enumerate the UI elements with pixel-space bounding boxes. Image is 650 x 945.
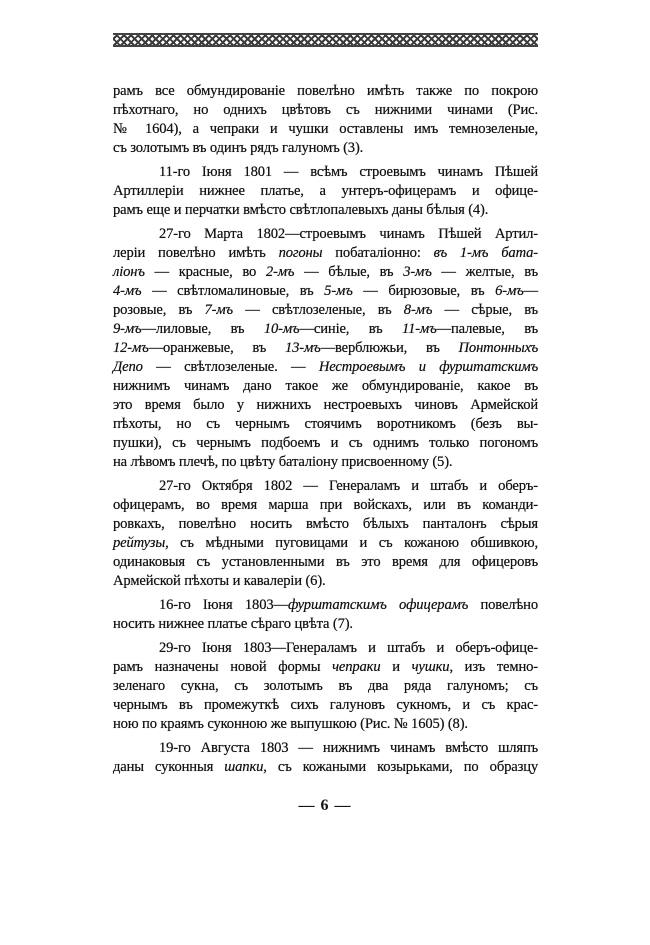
text-run: пѣхоты, но съ чернымъ стоячимъ воротникомъ (безъ вы- xyxy=(113,416,538,432)
text-run: ровкахъ, повелѣно носить вмѣсто бѣлыхъ панталонъ сѣрыя xyxy=(113,516,538,532)
paragraph xyxy=(113,596,538,634)
text-run: носить нижнее платье сѣраго цвѣта (7). xyxy=(113,616,353,632)
italic-text: 5-мъ xyxy=(324,283,353,299)
text-line xyxy=(113,320,538,339)
text-run: , съ мѣдными пуговицами и съ кожаною обшивкою, xyxy=(165,535,538,551)
text-line xyxy=(113,225,538,244)
text-run: съ золотымъ въ одинъ рядъ галуномъ (3). xyxy=(113,140,364,156)
text-line xyxy=(113,758,538,777)
text-run: нижнимъ чинамъ дано такое же обмундированіе, какое въ xyxy=(113,378,538,394)
text-run: —синіе, въ xyxy=(299,321,403,337)
italic-text: рейтузы xyxy=(113,535,166,551)
italic-text: 9-мъ xyxy=(113,321,142,337)
text-run: — свѣтлозеленые, въ xyxy=(232,302,404,318)
text-run: — xyxy=(523,283,538,299)
text-run: —оранжевые, въ xyxy=(148,340,285,356)
text-line xyxy=(113,139,538,158)
text-run: , съ кожаными козырьками, по образцу xyxy=(263,759,538,775)
paragraph xyxy=(113,225,538,472)
paragraph xyxy=(113,163,538,220)
italic-text: фурштатскимъ офицерамъ xyxy=(287,597,469,613)
text-run: — бѣлые, въ xyxy=(294,264,404,280)
text-run: розовые, въ xyxy=(113,302,205,318)
paragraph xyxy=(113,82,538,158)
italic-text: чушки xyxy=(411,659,450,675)
text-run: рамъ все обмундированіе повелѣно имѣть также по покрою xyxy=(113,83,538,99)
text-run: Армейской пѣхоты и кавалеріи (6). xyxy=(113,573,326,589)
text-run: 27-го Октября 1802 — Генераламъ и штабъ и оберъ- xyxy=(159,478,538,494)
text-line xyxy=(113,515,538,534)
text-line xyxy=(113,615,538,634)
text-run: ною по краямъ суконною же выпушкою (Рис. № 1605) (8). xyxy=(113,716,468,732)
italic-text: 6-мъ xyxy=(495,283,524,299)
text-run: повелѣно xyxy=(468,597,538,613)
text-run: 16-го Іюня 1803— xyxy=(159,597,288,613)
text-line xyxy=(113,358,538,377)
italic-text: Депо xyxy=(113,359,143,375)
italic-text: 13-мъ xyxy=(284,340,321,356)
text-run: — свѣтломалиновые, въ xyxy=(141,283,325,299)
text-line xyxy=(113,282,538,301)
text-line xyxy=(113,182,538,201)
text-run: зеленаго сукна, съ золотымъ въ два ряда галуномъ; съ xyxy=(113,678,538,694)
text-line xyxy=(113,534,538,553)
text-run: , изъ темно- xyxy=(449,659,538,675)
text-run: на лѣвомъ плечѣ, по цвѣту баталіону присвоенному (5). xyxy=(113,454,453,470)
text-line xyxy=(113,163,538,182)
text-line xyxy=(113,658,538,677)
text-line xyxy=(113,677,538,696)
page-number: — 6 — xyxy=(298,797,352,814)
paragraph xyxy=(113,639,538,734)
italic-text: 11-мъ xyxy=(402,321,437,337)
text-run: рамъ назначены новой формы xyxy=(113,659,333,675)
text-run: и xyxy=(380,659,412,675)
text-line xyxy=(113,572,538,591)
italic-text: 4-мъ xyxy=(113,283,142,299)
text-run: № 1604), а чепраки и чушки оставлены имъ темнозеленые, xyxy=(113,121,538,137)
text-line xyxy=(113,120,538,139)
text-run: —палевые, въ xyxy=(436,321,539,337)
italic-text: 12-мъ xyxy=(113,340,149,356)
italic-text: ліонъ xyxy=(113,264,145,280)
text-line xyxy=(113,715,538,734)
text-run: пѣхотнаго, но однихъ цвѣтовъ съ нижними чинами (Рис. xyxy=(113,102,538,118)
text-line xyxy=(113,101,538,120)
italic-text: погоны xyxy=(278,245,323,261)
italic-text: 7-мъ xyxy=(204,302,233,318)
text-run: чернымъ въ промежуткѣ сихъ галуновъ сукномъ, и съ крас- xyxy=(113,697,538,713)
text-run: — желтые, въ xyxy=(431,264,538,280)
text-run: — бирюзовые, въ xyxy=(352,283,496,299)
body-text xyxy=(113,82,538,777)
italic-text: 8-мъ xyxy=(403,302,433,318)
text-run: — свѣтлозеленые. — xyxy=(142,359,319,375)
text-line xyxy=(113,434,538,453)
text-run: леріи повелѣно имѣть xyxy=(113,245,279,261)
text-run: одинаковыя съ установленными въ это время для офицеровъ xyxy=(113,554,538,570)
text-line xyxy=(113,415,538,434)
text-run: офицерамъ, во время марша при войскахъ, или въ команди- xyxy=(113,497,538,513)
italic-text: чепраки xyxy=(332,659,381,675)
italic-text: Нестроевымъ и фурштатскимъ xyxy=(318,359,538,375)
italic-text: 3-мъ xyxy=(403,264,432,280)
text-run: это время было у нижнихъ нестроевыхъ чиновъ Армейской xyxy=(113,397,538,413)
text-run: —лиловые, въ xyxy=(141,321,264,337)
text-line xyxy=(113,477,538,496)
text-line xyxy=(113,396,538,415)
italic-text: 10-мъ xyxy=(263,321,300,337)
text-run: —верблюжьи, въ xyxy=(320,340,459,356)
italic-text: Понтонныхъ xyxy=(458,340,538,356)
italic-text: шапки xyxy=(224,759,264,775)
text-line xyxy=(113,244,538,263)
text-run: — красные, во xyxy=(144,264,266,280)
text-line xyxy=(113,696,538,715)
text-run: рамъ еще и перчатки вмѣсто свѣтлопалевыхъ даны бѣлыя (4). xyxy=(113,202,489,218)
text-run: пушки), съ чернымъ подбоемъ и съ однимъ только погономъ xyxy=(113,435,538,451)
text-line xyxy=(113,339,538,358)
italic-text: въ 1-мъ бата- xyxy=(433,245,538,261)
text-line xyxy=(113,263,538,282)
paragraph xyxy=(113,477,538,591)
text-line xyxy=(113,496,538,515)
text-line xyxy=(113,453,538,472)
text-line xyxy=(113,596,538,615)
text-line xyxy=(113,553,538,572)
text-run: побаталіонно: xyxy=(322,245,434,261)
paragraph xyxy=(113,739,538,777)
text-run: 29-го Іюня 1803—Генераламъ и штабъ и оберъ-офице- xyxy=(159,640,538,656)
text-line xyxy=(113,301,538,320)
text-run: даны суконныя xyxy=(113,759,225,775)
italic-text: 2-мъ xyxy=(265,264,295,280)
text-run: Артиллеріи нижнее платье, а унтеръ-офицерамъ и офице- xyxy=(113,183,538,199)
text-line xyxy=(113,639,538,658)
text-run: — сѣрые, въ xyxy=(432,302,538,318)
decorative-header-ornament xyxy=(113,33,538,47)
text-line xyxy=(113,201,538,220)
text-run: 11-го Іюня 1801 — всѣмъ строевымъ чинамъ Пѣшей xyxy=(159,164,538,180)
text-line xyxy=(113,739,538,758)
text-line xyxy=(113,82,538,101)
text-run: 19-го Августа 1803 — нижнимъ чинамъ вмѣсто шляпъ xyxy=(159,740,538,756)
text-run: 27-го Марта 1802—строевымъ чинамъ Пѣшей Артил- xyxy=(159,226,538,242)
text-line xyxy=(113,377,538,396)
